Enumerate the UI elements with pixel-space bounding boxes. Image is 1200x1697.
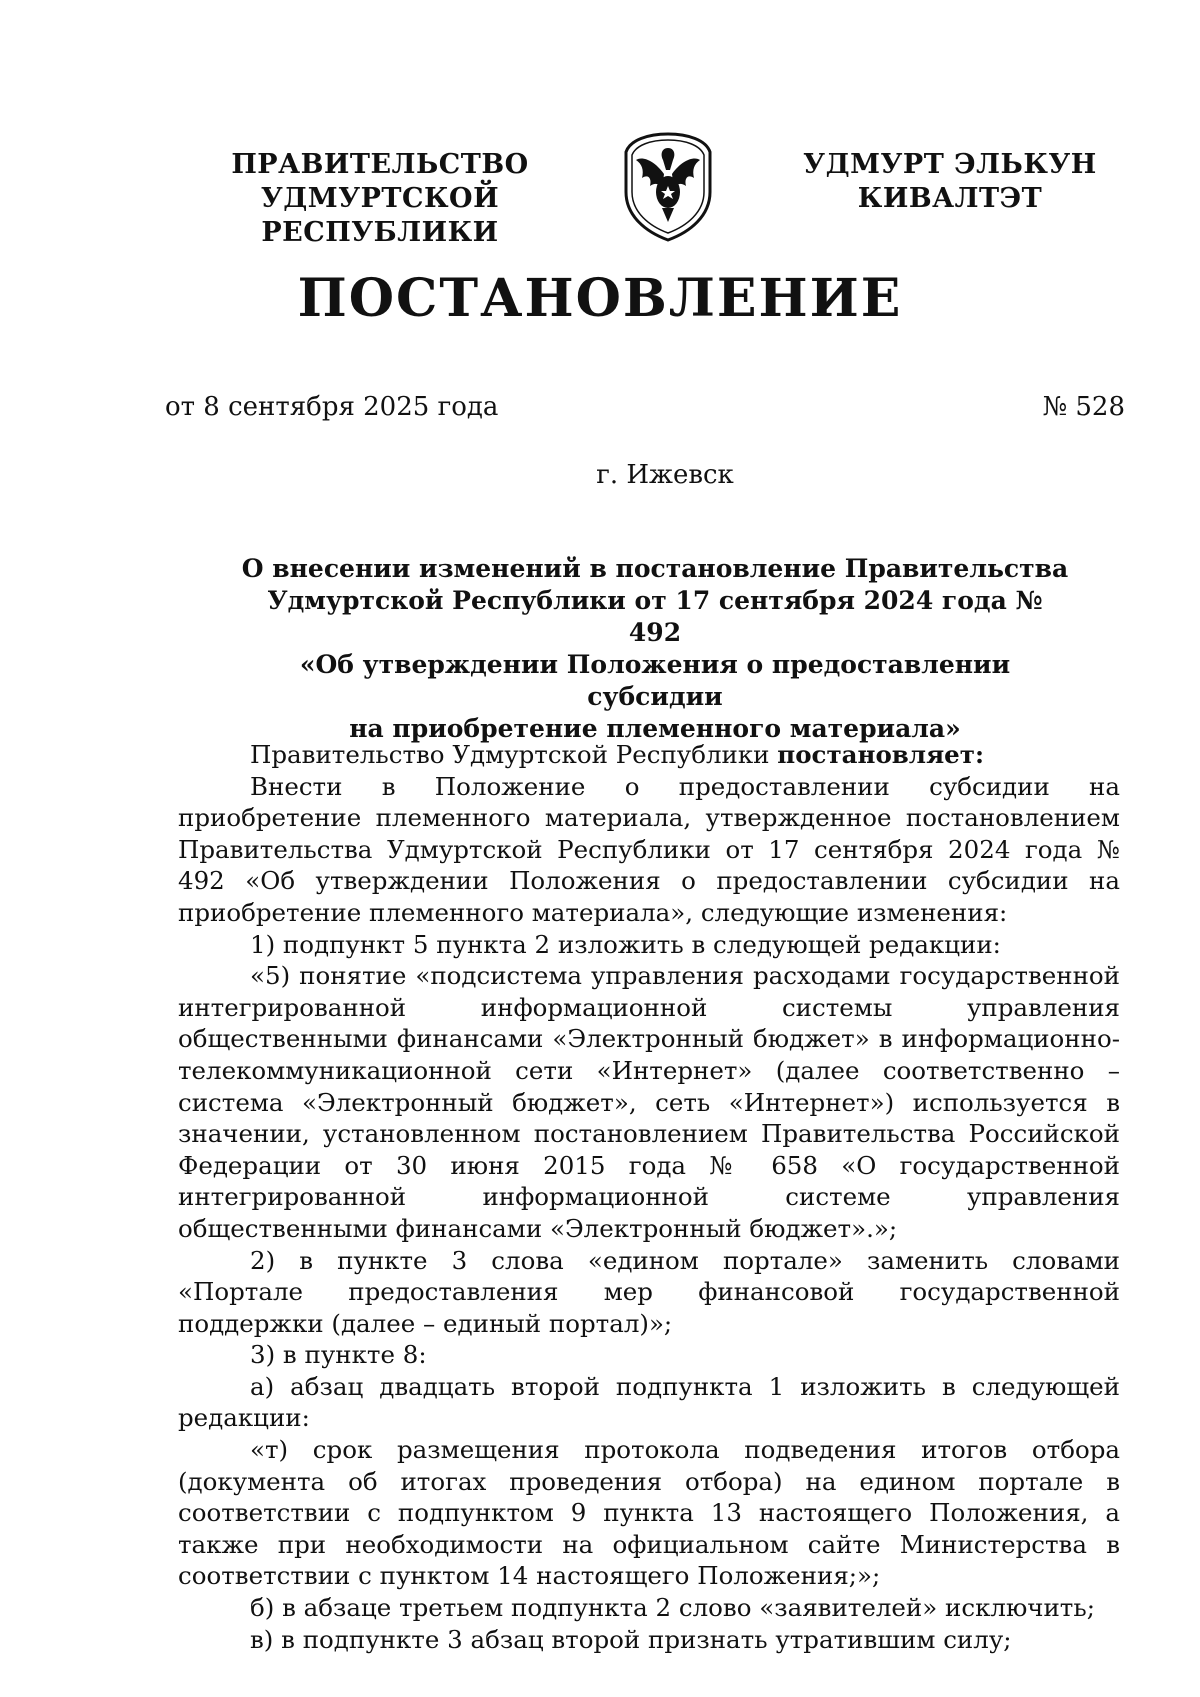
document-date: от 8 сентября 2025 года [165,392,499,422]
document-body [178,739,1120,1655]
paragraph-9: в) в подпункте 3 абзац второй признать утратившим силу; [250,1624,1012,1654]
org-right-line2: КИВАЛТЭТ [857,183,1043,214]
document-title: ПОСТАНОВЛЕНИЕ [297,268,903,329]
paragraph-1: Внести в Положение о предоставлении субсидии на приобретение племенного материала, утвержденное постановлением Правительства Удмуртской Республики от 17 сентября 2024 года № 492 «Об утверждении Положения о предоставлении субсидии на приобретение племенного материала», следующие изменения: [178,771,1120,927]
udmurt-coat-of-arms-icon [618,130,718,244]
subject-line1: О внесении изменений в постановление Правительства [241,554,1069,583]
government-name-russian [160,148,600,250]
subject-line3: «Об утверждении Положения о предоставлении субсидии [299,650,1011,711]
org-left-line1: ПРАВИТЕЛЬСТВО [231,149,529,180]
paragraph-8: б) в абзаце третьем подпункта 2 слово «заявителей» исключить; [250,1593,1095,1623]
paragraph-5: 3) в пункте 8: [250,1340,427,1370]
document-subject [240,553,1070,745]
paragraph-2: 1) подпункт 5 пункта 2 изложить в следующей редакции: [250,929,1001,959]
paragraph-3: «5) понятие «подсистема управления расходами государственной интегрированной информационной системы управления общественными финансами «Электронный бюджет» в информационно-телекоммуникационной сети «Интернет» (далее соответственно – система «Электронный бюджет», сеть «Интернет») используется в значении, установленном постановлением Правительства Российской Федерации от 30 июня 2015 года № 658 «О государственной интегрированной информационной системе управления общественными финансами «Электронный бюджет».»; [178,961,1120,1243]
paragraph-7: «т) срок размещения протокола подведения итогов отбора (документа об итогах проведения отбора) на едином портале в соответствии с подпунктом 9 пункта 13 настоящего Положения, а также при необходимости на официальном сайте Министерства в соответствии с пунктом 14 настоящего Положения;»; [178,1435,1120,1591]
subject-line2: Удмуртской Республики от 17 сентября 2024 года № 492 [267,586,1043,647]
paragraph-4: 2) в пункте 3 слова «едином портале» заменить словами «Портале предоставления мер финансовой государственной поддержки (далее – единый портал)»; [178,1245,1120,1338]
org-left-line2: УДМУРТСКОЙ РЕСПУБЛИКИ [260,183,500,248]
document-city: г. Ижевск [596,460,734,490]
intro-paragraph [178,739,1120,771]
date-number-line [165,392,1125,426]
intro-verb: постановляет: [777,740,984,769]
paragraph-6: а) абзац двадцать второй подпункта 1 изложить в следующей редакции: [178,1371,1120,1433]
government-name-udmurt [790,148,1110,216]
subject-line4: на приобретение племенного материала» [349,714,961,743]
intro-text: Правительство Удмуртской Республики [250,740,778,769]
document-header [0,148,1200,248]
org-right-line1: УДМУРТ ЭЛЬКУН [803,149,1097,180]
document-number: № 528 [1042,392,1125,422]
